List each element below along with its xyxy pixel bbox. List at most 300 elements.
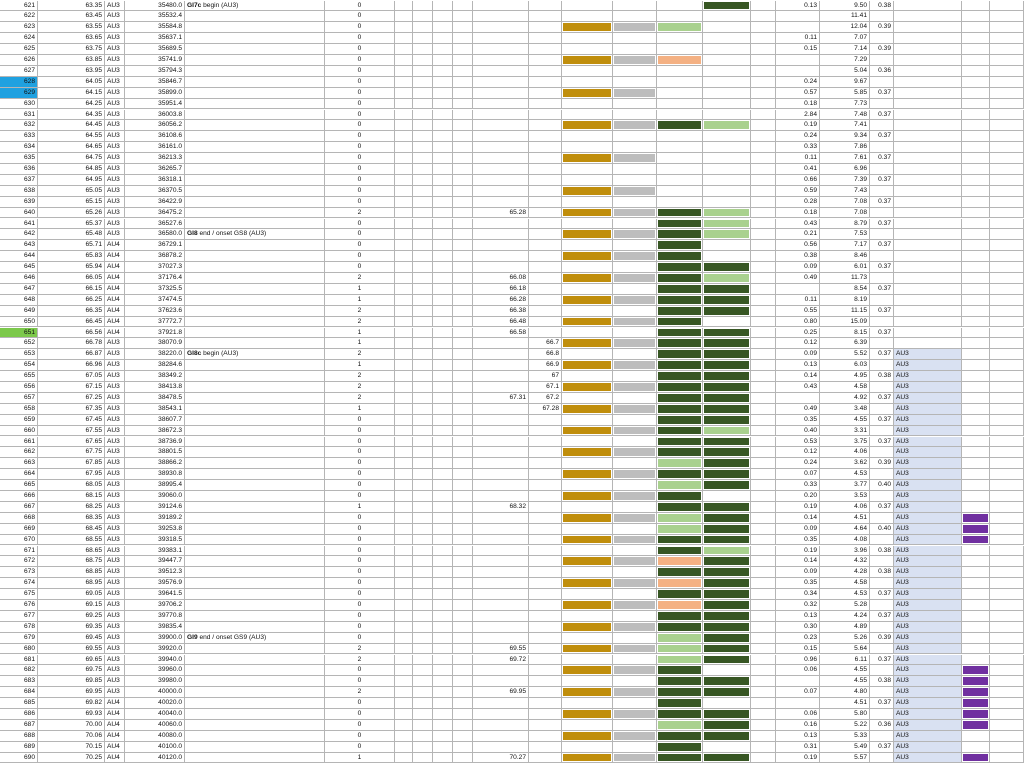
event-label-cell[interactable] <box>185 77 325 87</box>
color-fill-cell[interactable] <box>657 66 703 76</box>
value-s-cell[interactable]: 0.38 <box>870 676 894 686</box>
event-label-cell[interactable] <box>185 720 325 730</box>
event-value-2-cell[interactable] <box>529 33 562 43</box>
empty-cell[interactable] <box>751 33 776 43</box>
empty-cell[interactable] <box>433 437 453 447</box>
empty-cell[interactable] <box>990 458 1024 468</box>
empty-cell[interactable] <box>990 513 1024 523</box>
event-value-2-cell[interactable] <box>529 502 562 512</box>
depth-cell[interactable]: 68.95 <box>38 578 105 588</box>
depth-cell[interactable]: 67.15 <box>38 382 105 392</box>
event-value-cell[interactable] <box>473 110 529 120</box>
color-fill-cell[interactable] <box>657 709 703 719</box>
empty-cell[interactable] <box>413 197 433 207</box>
color-fill-cell[interactable] <box>562 469 613 479</box>
empty-cell[interactable] <box>395 219 413 229</box>
color-fill-cell[interactable] <box>562 77 613 87</box>
depth-cell[interactable]: 69.55 <box>38 644 105 654</box>
event-value-2-cell[interactable] <box>529 687 562 697</box>
color-fill-cell[interactable] <box>703 415 751 425</box>
empty-cell[interactable] <box>453 88 473 98</box>
unit-cell[interactable]: AU3 <box>105 611 125 621</box>
value-p-cell[interactable] <box>776 66 820 76</box>
color-fill-cell[interactable] <box>657 393 703 403</box>
empty-cell[interactable] <box>413 437 433 447</box>
empty-cell[interactable] <box>751 567 776 577</box>
marker-cell[interactable] <box>962 120 990 130</box>
color-fill-cell[interactable] <box>562 360 613 370</box>
empty-cell[interactable] <box>453 524 473 534</box>
age-cell[interactable]: 36475.2 <box>125 208 185 218</box>
au-label-cell[interactable]: AU3 <box>894 600 962 610</box>
row-number-cell[interactable]: 634 <box>0 142 38 152</box>
empty-cell[interactable] <box>453 437 473 447</box>
color-fill-cell[interactable] <box>613 731 657 741</box>
empty-cell[interactable] <box>433 676 453 686</box>
depth-cell[interactable]: 68.35 <box>38 513 105 523</box>
value-s-cell[interactable] <box>870 382 894 392</box>
empty-cell[interactable] <box>413 382 433 392</box>
age-cell[interactable]: 38220.0 <box>125 349 185 359</box>
event-value-cell[interactable] <box>473 131 529 141</box>
color-fill-cell[interactable] <box>657 229 703 239</box>
value-q-cell[interactable]: 5.26 <box>820 633 870 643</box>
au-label-cell[interactable]: AU3 <box>894 546 962 556</box>
empty-cell[interactable] <box>453 208 473 218</box>
empty-cell[interactable] <box>433 120 453 130</box>
color-fill-cell[interactable] <box>613 153 657 163</box>
empty-cell[interactable] <box>433 186 453 196</box>
value-s-cell[interactable] <box>870 709 894 719</box>
row-number-cell[interactable]: 636 <box>0 164 38 174</box>
value-p-cell[interactable]: 0.18 <box>776 99 820 109</box>
empty-cell[interactable] <box>395 251 413 261</box>
value-q-cell[interactable]: 15.09 <box>820 317 870 327</box>
unit-cell[interactable]: AU3 <box>105 208 125 218</box>
depth-cell[interactable]: 64.75 <box>38 153 105 163</box>
event-value-cell[interactable] <box>473 731 529 741</box>
color-fill-cell[interactable] <box>613 556 657 566</box>
count-cell[interactable]: 1 <box>325 404 395 414</box>
unit-cell[interactable]: AU3 <box>105 44 125 54</box>
value-s-cell[interactable]: 0.37 <box>870 502 894 512</box>
empty-cell[interactable] <box>990 219 1024 229</box>
value-s-cell[interactable]: 0.37 <box>870 437 894 447</box>
empty-cell[interactable] <box>433 273 453 283</box>
age-cell[interactable]: 40080.0 <box>125 731 185 741</box>
marker-cell[interactable] <box>962 480 990 490</box>
row-number-cell[interactable]: 635 <box>0 153 38 163</box>
color-fill-cell[interactable] <box>657 131 703 141</box>
empty-cell[interactable] <box>453 99 473 109</box>
marker-cell[interactable] <box>962 11 990 21</box>
color-fill-cell[interactable] <box>657 415 703 425</box>
depth-cell[interactable]: 64.05 <box>38 77 105 87</box>
value-q-cell[interactable]: 9.50 <box>820 1 870 11</box>
empty-cell[interactable] <box>395 22 413 32</box>
empty-cell[interactable] <box>751 480 776 490</box>
empty-cell[interactable] <box>751 55 776 65</box>
age-cell[interactable]: 37921.8 <box>125 328 185 338</box>
depth-cell[interactable]: 69.15 <box>38 600 105 610</box>
depth-cell[interactable]: 68.65 <box>38 546 105 556</box>
row-number-cell[interactable]: 681 <box>0 655 38 665</box>
empty-cell[interactable] <box>990 687 1024 697</box>
empty-cell[interactable] <box>413 546 433 556</box>
empty-cell[interactable] <box>453 55 473 65</box>
value-s-cell[interactable]: 0.40 <box>870 524 894 534</box>
empty-cell[interactable] <box>990 208 1024 218</box>
empty-cell[interactable] <box>413 458 433 468</box>
color-fill-cell[interactable] <box>562 306 613 316</box>
unit-cell[interactable]: AU3 <box>105 88 125 98</box>
empty-cell[interactable] <box>395 66 413 76</box>
color-fill-cell[interactable] <box>703 22 751 32</box>
event-value-cell[interactable] <box>473 611 529 621</box>
event-value-cell[interactable] <box>473 11 529 21</box>
empty-cell[interactable] <box>413 175 433 185</box>
color-fill-cell[interactable] <box>562 240 613 250</box>
empty-cell[interactable] <box>751 491 776 501</box>
row-number-cell[interactable]: 639 <box>0 197 38 207</box>
value-q-cell[interactable]: 5.49 <box>820 742 870 752</box>
count-cell[interactable]: 0 <box>325 676 395 686</box>
color-fill-cell[interactable] <box>613 197 657 207</box>
color-fill-cell[interactable] <box>703 546 751 556</box>
color-fill-cell[interactable] <box>613 371 657 381</box>
empty-cell[interactable] <box>413 284 433 294</box>
empty-cell[interactable] <box>990 567 1024 577</box>
empty-cell[interactable] <box>433 709 453 719</box>
color-fill-cell[interactable] <box>613 458 657 468</box>
count-cell[interactable]: 0 <box>325 175 395 185</box>
unit-cell[interactable]: AU3 <box>105 153 125 163</box>
count-cell[interactable]: 0 <box>325 99 395 109</box>
age-cell[interactable]: 35899.0 <box>125 88 185 98</box>
empty-cell[interactable] <box>433 469 453 479</box>
marker-cell[interactable] <box>962 665 990 675</box>
au-label-cell[interactable] <box>894 66 962 76</box>
age-cell[interactable]: 35480.0 <box>125 1 185 11</box>
row-number-cell[interactable]: 655 <box>0 371 38 381</box>
age-cell[interactable]: 35794.3 <box>125 66 185 76</box>
empty-cell[interactable] <box>990 742 1024 752</box>
unit-cell[interactable]: AU3 <box>105 491 125 501</box>
depth-cell[interactable]: 64.65 <box>38 142 105 152</box>
value-q-cell[interactable]: 8.54 <box>820 284 870 294</box>
value-q-cell[interactable]: 4.89 <box>820 622 870 632</box>
empty-cell[interactable] <box>395 306 413 316</box>
color-fill-cell[interactable] <box>613 251 657 261</box>
value-s-cell[interactable]: 0.37 <box>870 328 894 338</box>
count-cell[interactable]: 0 <box>325 55 395 65</box>
event-label-cell[interactable] <box>185 687 325 697</box>
event-value-cell[interactable] <box>473 99 529 109</box>
empty-cell[interactable] <box>453 120 473 130</box>
color-fill-cell[interactable] <box>613 208 657 218</box>
empty-cell[interactable] <box>453 371 473 381</box>
value-p-cell[interactable]: 0.14 <box>776 371 820 381</box>
empty-cell[interactable] <box>453 33 473 43</box>
value-p-cell[interactable]: 0.14 <box>776 513 820 523</box>
event-value-2-cell[interactable] <box>529 88 562 98</box>
age-cell[interactable]: 36729.1 <box>125 240 185 250</box>
color-fill-cell[interactable] <box>562 633 613 643</box>
color-fill-cell[interactable] <box>657 742 703 752</box>
empty-cell[interactable] <box>413 556 433 566</box>
event-value-2-cell[interactable] <box>529 55 562 65</box>
empty-cell[interactable] <box>395 633 413 643</box>
empty-cell[interactable] <box>990 524 1024 534</box>
au-label-cell[interactable]: AU3 <box>894 513 962 523</box>
event-label-cell[interactable] <box>185 589 325 599</box>
age-cell[interactable]: 35637.1 <box>125 33 185 43</box>
unit-cell[interactable]: AU3 <box>105 131 125 141</box>
empty-cell[interactable] <box>413 33 433 43</box>
value-p-cell[interactable]: 0.21 <box>776 229 820 239</box>
value-p-cell[interactable]: 0.11 <box>776 153 820 163</box>
event-value-cell[interactable] <box>473 415 529 425</box>
empty-cell[interactable] <box>433 208 453 218</box>
empty-cell[interactable] <box>395 469 413 479</box>
empty-cell[interactable] <box>433 644 453 654</box>
event-value-2-cell[interactable] <box>529 742 562 752</box>
empty-cell[interactable] <box>433 480 453 490</box>
value-s-cell[interactable]: 0.37 <box>870 698 894 708</box>
value-p-cell[interactable]: 0.13 <box>776 1 820 11</box>
row-number-cell[interactable]: 628 <box>0 77 38 87</box>
empty-cell[interactable] <box>395 480 413 490</box>
color-fill-cell[interactable] <box>613 110 657 120</box>
empty-cell[interactable] <box>413 513 433 523</box>
unit-cell[interactable]: AU4 <box>105 273 125 283</box>
value-s-cell[interactable] <box>870 644 894 654</box>
empty-cell[interactable] <box>413 306 433 316</box>
color-fill-cell[interactable] <box>613 229 657 239</box>
empty-cell[interactable] <box>751 349 776 359</box>
event-value-2-cell[interactable] <box>529 698 562 708</box>
empty-cell[interactable] <box>751 469 776 479</box>
empty-cell[interactable] <box>453 1 473 11</box>
value-q-cell[interactable]: 7.39 <box>820 175 870 185</box>
empty-cell[interactable] <box>751 1 776 11</box>
empty-cell[interactable] <box>395 611 413 621</box>
value-q-cell[interactable]: 7.17 <box>820 240 870 250</box>
depth-cell[interactable]: 65.71 <box>38 240 105 250</box>
count-cell[interactable]: 0 <box>325 229 395 239</box>
color-fill-cell[interactable] <box>613 99 657 109</box>
empty-cell[interactable] <box>751 262 776 272</box>
empty-cell[interactable] <box>433 110 453 120</box>
value-q-cell[interactable]: 4.51 <box>820 513 870 523</box>
value-q-cell[interactable]: 7.53 <box>820 229 870 239</box>
color-fill-cell[interactable] <box>703 469 751 479</box>
event-value-cell[interactable] <box>473 458 529 468</box>
empty-cell[interactable] <box>395 720 413 730</box>
empty-cell[interactable] <box>453 665 473 675</box>
empty-cell[interactable] <box>751 458 776 468</box>
value-p-cell[interactable] <box>776 284 820 294</box>
marker-cell[interactable] <box>962 273 990 283</box>
value-p-cell[interactable]: 0.13 <box>776 360 820 370</box>
au-label-cell[interactable] <box>894 273 962 283</box>
count-cell[interactable]: 1 <box>325 753 395 763</box>
color-fill-cell[interactable] <box>613 77 657 87</box>
value-q-cell[interactable]: 4.53 <box>820 469 870 479</box>
empty-cell[interactable] <box>413 578 433 588</box>
depth-cell[interactable]: 65.15 <box>38 197 105 207</box>
value-q-cell[interactable]: 5.33 <box>820 731 870 741</box>
au-label-cell[interactable] <box>894 55 962 65</box>
color-fill-cell[interactable] <box>562 88 613 98</box>
color-fill-cell[interactable] <box>703 338 751 348</box>
depth-cell[interactable]: 63.75 <box>38 44 105 54</box>
au-label-cell[interactable] <box>894 11 962 21</box>
unit-cell[interactable]: AU3 <box>105 382 125 392</box>
value-s-cell[interactable] <box>870 208 894 218</box>
color-fill-cell[interactable] <box>657 447 703 457</box>
empty-cell[interactable] <box>453 284 473 294</box>
event-value-cell[interactable] <box>473 186 529 196</box>
age-cell[interactable]: 40060.0 <box>125 720 185 730</box>
empty-cell[interactable] <box>413 208 433 218</box>
empty-cell[interactable] <box>751 655 776 665</box>
empty-cell[interactable] <box>413 1 433 11</box>
color-fill-cell[interactable] <box>613 284 657 294</box>
color-fill-cell[interactable] <box>703 306 751 316</box>
color-fill-cell[interactable] <box>613 306 657 316</box>
unit-cell[interactable]: AU3 <box>105 175 125 185</box>
event-label-cell[interactable] <box>185 513 325 523</box>
empty-cell[interactable] <box>433 665 453 675</box>
event-value-2-cell[interactable] <box>529 437 562 447</box>
depth-cell[interactable]: 69.05 <box>38 589 105 599</box>
empty-cell[interactable] <box>990 447 1024 457</box>
count-cell[interactable]: 0 <box>325 240 395 250</box>
event-label-cell[interactable] <box>185 360 325 370</box>
event-value-cell[interactable] <box>473 622 529 632</box>
event-label-cell[interactable] <box>185 1 325 11</box>
empty-cell[interactable] <box>751 622 776 632</box>
empty-cell[interactable] <box>413 262 433 272</box>
event-value-2-cell[interactable]: 66.7 <box>529 338 562 348</box>
count-cell[interactable]: 0 <box>325 720 395 730</box>
value-q-cell[interactable]: 6.39 <box>820 338 870 348</box>
empty-cell[interactable] <box>413 502 433 512</box>
unit-cell[interactable]: AU3 <box>105 110 125 120</box>
marker-cell[interactable] <box>962 186 990 196</box>
au-label-cell[interactable]: AU3 <box>894 589 962 599</box>
row-number-cell[interactable]: 663 <box>0 458 38 468</box>
empty-cell[interactable] <box>990 589 1024 599</box>
au-label-cell[interactable]: AU3 <box>894 578 962 588</box>
empty-cell[interactable] <box>453 382 473 392</box>
empty-cell[interactable] <box>413 426 433 436</box>
event-value-cell[interactable] <box>473 120 529 130</box>
row-number-cell[interactable]: 649 <box>0 306 38 316</box>
count-cell[interactable]: 0 <box>325 164 395 174</box>
empty-cell[interactable] <box>395 186 413 196</box>
empty-cell[interactable] <box>453 349 473 359</box>
empty-cell[interactable] <box>413 589 433 599</box>
empty-cell[interactable] <box>453 295 473 305</box>
event-value-cell[interactable] <box>473 742 529 752</box>
color-fill-cell[interactable] <box>703 458 751 468</box>
empty-cell[interactable] <box>433 578 453 588</box>
value-q-cell[interactable]: 4.95 <box>820 371 870 381</box>
color-fill-cell[interactable] <box>562 11 613 21</box>
color-fill-cell[interactable] <box>703 44 751 54</box>
unit-cell[interactable]: AU4 <box>105 306 125 316</box>
color-fill-cell[interactable] <box>613 338 657 348</box>
event-value-cell[interactable] <box>473 426 529 436</box>
unit-cell[interactable]: AU4 <box>105 284 125 294</box>
value-p-cell[interactable]: 0.16 <box>776 720 820 730</box>
au-label-cell[interactable] <box>894 120 962 130</box>
empty-cell[interactable] <box>413 480 433 490</box>
value-s-cell[interactable] <box>870 295 894 305</box>
empty-cell[interactable] <box>413 349 433 359</box>
empty-cell[interactable] <box>990 153 1024 163</box>
count-cell[interactable]: 1 <box>325 284 395 294</box>
au-label-cell[interactable] <box>894 338 962 348</box>
row-number-cell[interactable]: 642 <box>0 229 38 239</box>
event-value-2-cell[interactable]: 67.28 <box>529 404 562 414</box>
color-fill-cell[interactable] <box>703 535 751 545</box>
empty-cell[interactable] <box>433 131 453 141</box>
age-cell[interactable]: 36161.0 <box>125 142 185 152</box>
empty-cell[interactable] <box>453 219 473 229</box>
color-fill-cell[interactable] <box>562 687 613 697</box>
empty-cell[interactable] <box>433 371 453 381</box>
color-fill-cell[interactable] <box>657 513 703 523</box>
au-label-cell[interactable]: AU3 <box>894 480 962 490</box>
color-fill-cell[interactable] <box>613 186 657 196</box>
empty-cell[interactable] <box>751 22 776 32</box>
color-fill-cell[interactable] <box>613 633 657 643</box>
empty-cell[interactable] <box>395 164 413 174</box>
event-label-cell[interactable] <box>185 22 325 32</box>
value-p-cell[interactable]: 0.20 <box>776 491 820 501</box>
value-p-cell[interactable] <box>776 393 820 403</box>
color-fill-cell[interactable] <box>657 349 703 359</box>
event-value-2-cell[interactable] <box>529 415 562 425</box>
color-fill-cell[interactable] <box>703 295 751 305</box>
color-fill-cell[interactable] <box>562 338 613 348</box>
event-value-cell[interactable]: 66.38 <box>473 306 529 316</box>
depth-cell[interactable]: 66.25 <box>38 295 105 305</box>
empty-cell[interactable] <box>990 404 1024 414</box>
count-cell[interactable]: 0 <box>325 731 395 741</box>
color-fill-cell[interactable] <box>703 676 751 686</box>
color-fill-cell[interactable] <box>657 120 703 130</box>
empty-cell[interactable] <box>751 382 776 392</box>
empty-cell[interactable] <box>990 556 1024 566</box>
au-label-cell[interactable] <box>894 77 962 87</box>
row-number-cell[interactable]: 678 <box>0 622 38 632</box>
color-fill-cell[interactable] <box>613 644 657 654</box>
empty-cell[interactable] <box>413 611 433 621</box>
empty-cell[interactable] <box>413 447 433 457</box>
color-fill-cell[interactable] <box>657 720 703 730</box>
empty-cell[interactable] <box>990 371 1024 381</box>
empty-cell[interactable] <box>413 709 433 719</box>
empty-cell[interactable] <box>433 611 453 621</box>
count-cell[interactable]: 0 <box>325 11 395 21</box>
au-label-cell[interactable]: AU3 <box>894 698 962 708</box>
empty-cell[interactable] <box>433 360 453 370</box>
value-s-cell[interactable]: 0.38 <box>870 567 894 577</box>
